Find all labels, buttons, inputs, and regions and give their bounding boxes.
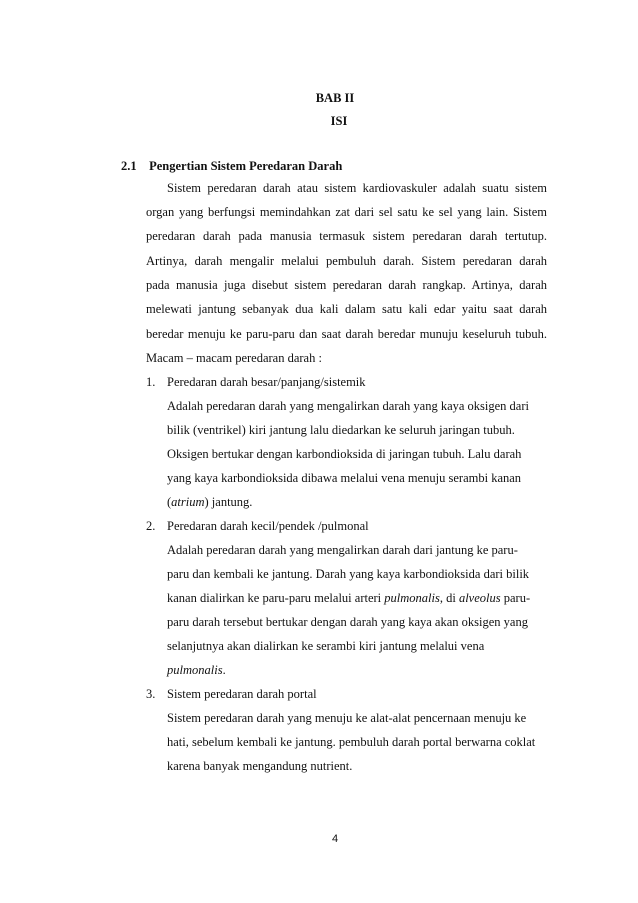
list-item-line: Adalah peredaran darah yang mengalirkan darah dari jantung ke paru- xyxy=(167,543,518,557)
list-item-line: selanjutnya akan dialirkan ke serambi kiri jantung melalui vena xyxy=(167,639,485,653)
paragraph-line: Artinya, darah mengalir melalui pembuluh darah. Sistem peredaran darah xyxy=(146,254,547,268)
paragraph-line: melewati jantung sebanyak dua kali dalam satu kali edar yaitu saat darah xyxy=(146,302,547,316)
list-item-line: paru dan kembali ke jantung. Darah yang kaya karbondioksida dari bilik xyxy=(167,567,530,581)
list-item-title: Peredaran darah kecil/pendek /pulmonal xyxy=(167,519,369,533)
list-item-line: bilik (ventrikel) kiri jantung lalu diedarkan ke seluruh jaringan tubuh. xyxy=(167,423,515,437)
list-item-line: (atrium) jantung. xyxy=(167,495,253,509)
list-item-line: Sistem peredaran darah yang menuju ke alat-alat pencernaan menuju ke xyxy=(167,711,527,725)
list-item-line: hati, sebelum kembali ke jantung. pembuluh darah portal berwarna coklat xyxy=(167,735,536,749)
list-item-title: Peredaran darah besar/panjang/sistemik xyxy=(167,375,366,389)
chapter-title: ISI xyxy=(330,114,348,128)
list-item-number: 2. xyxy=(146,519,156,533)
paragraph-line: pada manusia juga disebut sistem peredaran darah rangkap. Artinya, darah xyxy=(146,278,547,292)
italic-term: pulmonalis xyxy=(167,663,223,677)
italic-term: atrium xyxy=(171,495,205,509)
list-item-number: 3. xyxy=(146,687,156,701)
chapter-number: BAB II xyxy=(315,91,355,105)
list-item-line: karena banyak mengandung nutrient. xyxy=(167,759,353,773)
list-item-line: yang kaya karbondioksida dibawa melalui vena menuju serambi kanan xyxy=(167,471,522,485)
section-heading xyxy=(121,159,342,174)
list-item-line: paru darah tersebut bertukar dengan darah yang kaya akan oksigen yang xyxy=(167,615,528,629)
section-number: 2.1 xyxy=(121,159,137,173)
list-item-line: kanan dialirkan ke paru-paru melalui arteri pulmonalis, di alveolus paru- xyxy=(167,591,531,605)
paragraph-line: organ yang berfungsi memindahkan zat dari sel satu ke sel yang lain. Sistem xyxy=(146,205,547,219)
section-title: Pengertian Sistem Peredaran Darah xyxy=(149,159,343,173)
list-item-title: Sistem peredaran darah portal xyxy=(167,687,317,701)
list-item-line: Oksigen bertukar dengan karbondioksida di jaringan tubuh. Lalu darah xyxy=(167,447,522,461)
paragraph-line: peredaran darah pada manusia termasuk sistem peredaran darah tertutup. xyxy=(146,229,547,243)
italic-term: alveolus xyxy=(458,591,501,605)
paragraph-line: beredar menuju ke paru-paru dan saat darah beredar munuju keseluruh tubuh. xyxy=(146,327,547,341)
list-item-number: 1. xyxy=(146,375,156,389)
paragraph-line: Macam – macam peredaran darah : xyxy=(146,351,322,365)
page-number: 4 xyxy=(331,833,339,845)
list-item-line: pulmonalis. xyxy=(167,663,226,677)
list-item-line: Adalah peredaran darah yang mengalirkan darah yang kaya oksigen dari xyxy=(167,399,529,413)
paragraph-line: Sistem peredaran darah atau sistem kardiovaskuler adalah suatu sistem xyxy=(167,181,547,195)
italic-term: pulmonalis xyxy=(384,591,440,605)
